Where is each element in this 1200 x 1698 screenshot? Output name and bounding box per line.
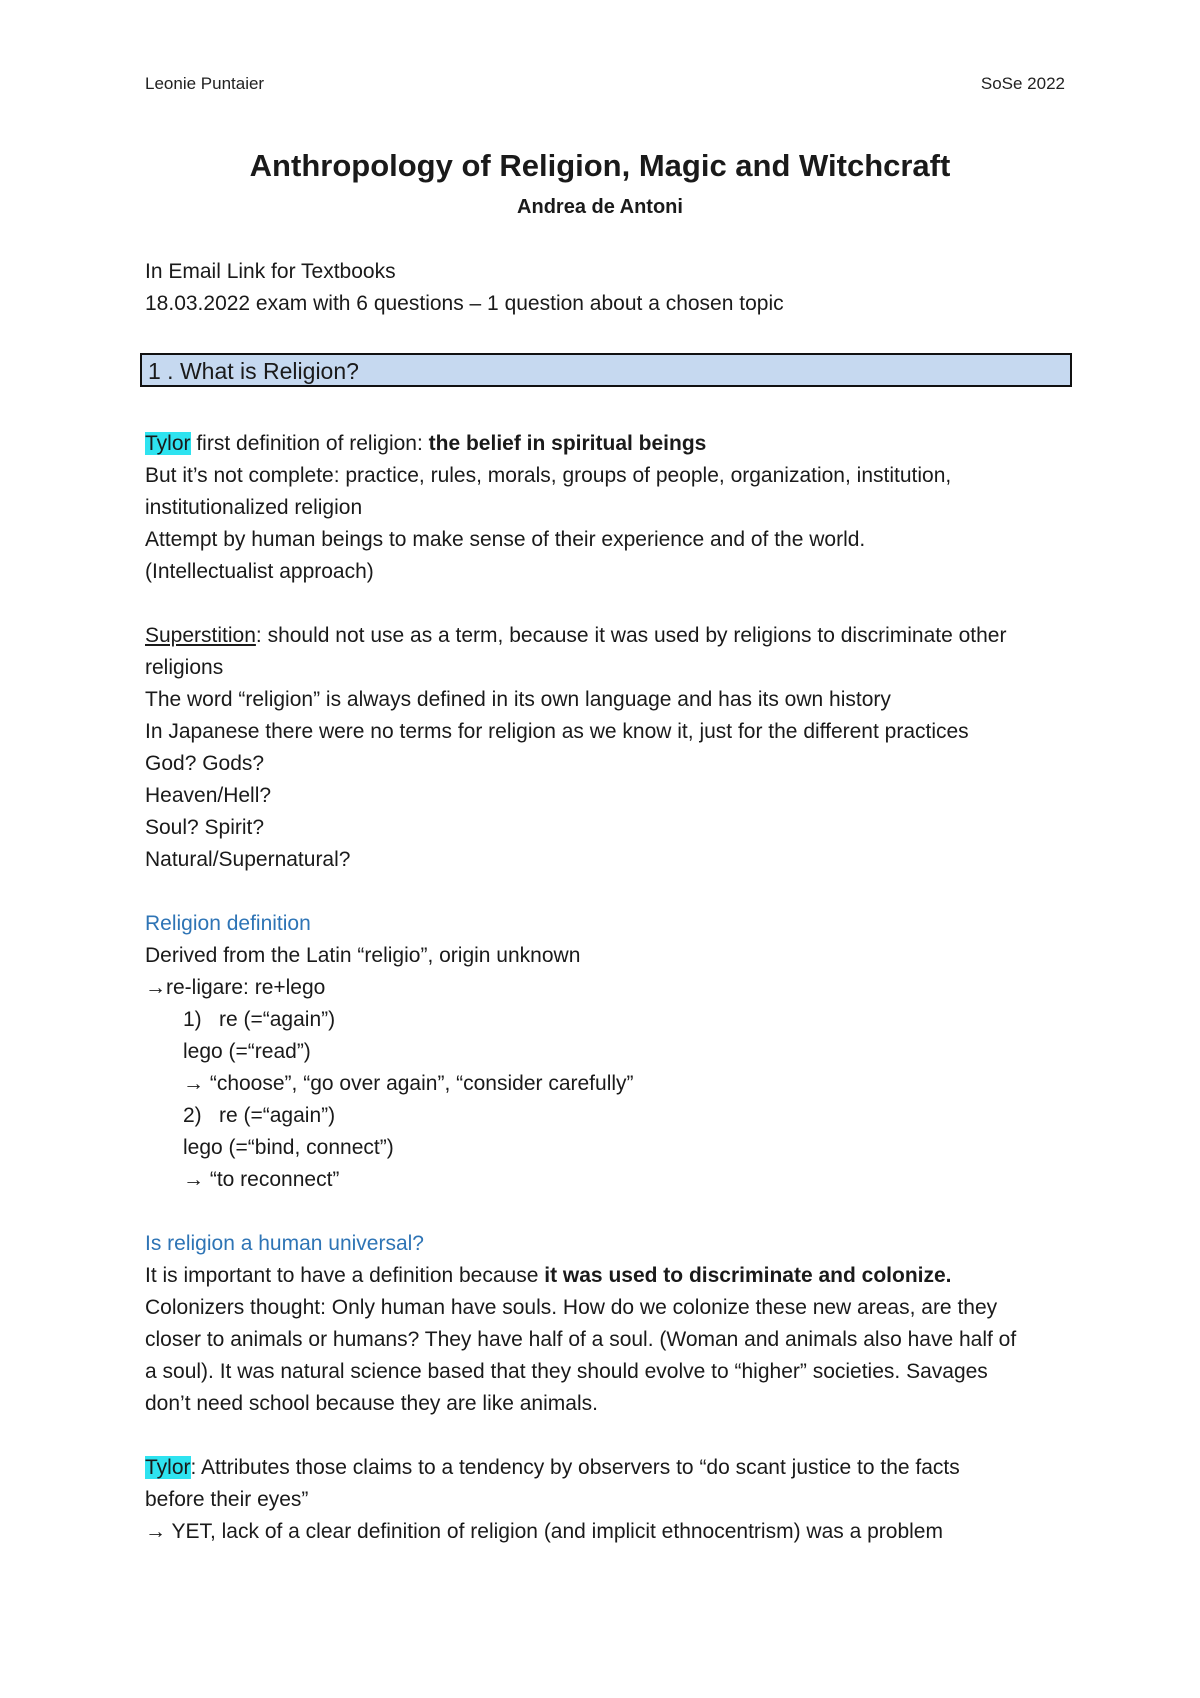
spacer xyxy=(145,588,1085,620)
paragraph-line: God? Gods? xyxy=(145,752,265,775)
paragraph-line: don’t need school because they are like animals. xyxy=(145,1392,598,1415)
numbered-item xyxy=(145,1004,1085,1036)
item-text: re (=“again”) xyxy=(219,1008,336,1031)
spacer xyxy=(145,1196,1085,1228)
intro-block xyxy=(145,256,1085,320)
paragraph-line: But it’s not complete: practice, rules, morals, groups of people, organization, institution, xyxy=(145,464,952,487)
section-heading: 1 . What is Religion? xyxy=(140,353,1072,387)
paragraph-line: Natural/Supernatural? xyxy=(145,848,351,871)
paragraph-line xyxy=(145,1260,1085,1292)
paragraph-line: →re-ligare: re+lego xyxy=(145,976,326,999)
text-run: first definition of religion: xyxy=(190,432,429,455)
subheading: Is religion a human universal? xyxy=(145,1232,424,1255)
paragraph-line: Attempt by human beings to make sense of their experience and of the world. xyxy=(145,528,866,551)
paragraph-line: The word “religion” is always defined in its own language and has its own history xyxy=(145,688,891,711)
paragraph-line: lego (=“read”) xyxy=(183,1040,311,1063)
underlined-term: Superstition xyxy=(145,624,256,647)
item-text: re (=“again”) xyxy=(219,1104,336,1127)
text-run: It is important to have a definition because xyxy=(145,1264,545,1287)
paragraph-line: a soul). It was natural science based that they should evolve to “higher” societies. Savages xyxy=(145,1360,988,1383)
paragraph-line: → YET, lack of a clear definition of religion (and implicit ethnocentrism) was a problem xyxy=(145,1520,943,1543)
document-subtitle: Andrea de Antoni xyxy=(517,196,683,218)
document-title: Anthropology of Religion, Magic and Witchcraft xyxy=(249,148,951,183)
subheading: Religion definition xyxy=(145,912,311,935)
paragraph-line: Heaven/Hell? xyxy=(145,784,272,807)
highlighted-term: Tylor xyxy=(145,1456,191,1479)
paragraph-line: Colonizers thought: Only human have souls. How do we colonize these new areas, are they xyxy=(145,1296,998,1319)
paragraph-line: → “to reconnect” xyxy=(183,1168,340,1191)
numbered-item xyxy=(145,1100,1085,1132)
paragraph-line xyxy=(145,428,1085,460)
paragraph-line: Derived from the Latin “religio”, origin unknown xyxy=(145,944,581,967)
highlighted-term: Tylor xyxy=(145,432,191,455)
intro-line: In Email Link for Textbooks xyxy=(145,260,396,283)
item-number: 1) xyxy=(183,1008,202,1031)
spacer xyxy=(145,1420,1085,1452)
spacer xyxy=(145,876,1085,908)
text-run: : should not use as a term, because it was used by religions to discriminate other xyxy=(255,624,1007,647)
paragraph-line: before their eyes” xyxy=(145,1488,309,1511)
paragraph-line: lego (=“bind, connect”) xyxy=(183,1136,394,1159)
bold-text: the belief in spiritual beings xyxy=(428,432,707,455)
paragraph-line xyxy=(145,620,1085,652)
bold-text: it was used to discriminate and colonize. xyxy=(544,1264,952,1287)
paragraph-line: In Japanese there were no terms for religion as we know it, just for the different practices xyxy=(145,720,969,743)
paragraph-line xyxy=(145,1452,1085,1484)
intro-line: 18.03.2022 exam with 6 questions – 1 question about a chosen topic xyxy=(145,292,784,315)
paragraph-line: institutionalized religion xyxy=(145,496,363,519)
header-term: SoSe 2022 xyxy=(980,74,1065,93)
paragraph-line: → “choose”, “go over again”, “consider carefully” xyxy=(183,1072,634,1095)
section-body xyxy=(145,428,1085,1548)
paragraph-line: Soul? Spirit? xyxy=(145,816,265,839)
paragraph-line: closer to animals or humans? They have half of a soul. (Woman and animals also have half of xyxy=(145,1328,1017,1351)
item-number: 2) xyxy=(183,1104,202,1127)
paragraph-line: (Intellectualist approach) xyxy=(145,560,374,583)
paragraph-line: religions xyxy=(145,656,224,679)
text-run: : Attributes those claims to a tendency by observers to “do scant justice to the facts xyxy=(190,1456,960,1479)
header-author: Leonie Puntaier xyxy=(145,74,265,93)
